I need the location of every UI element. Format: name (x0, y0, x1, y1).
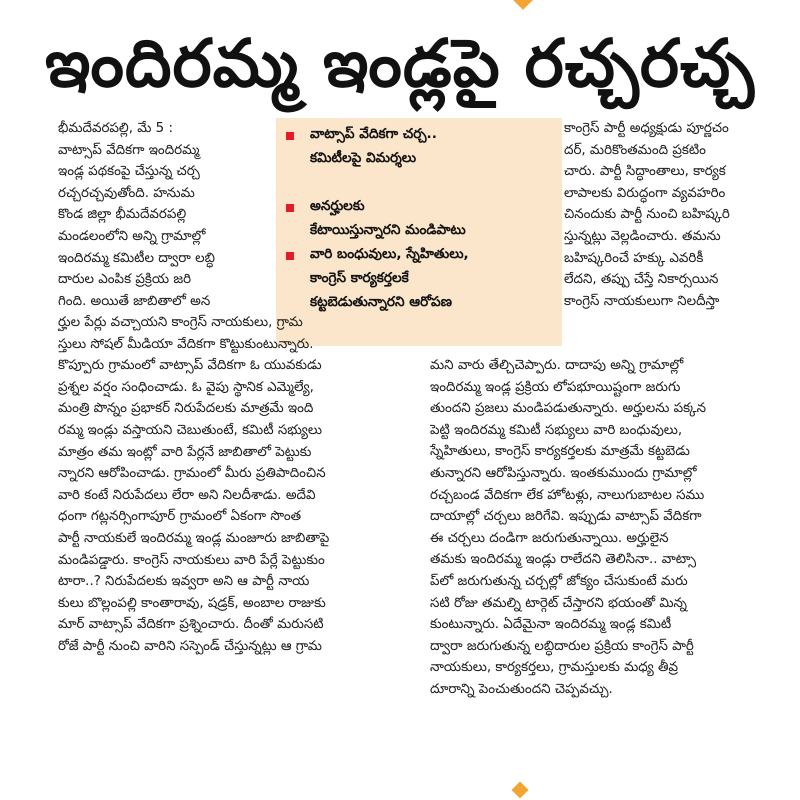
highlight-line: కేటాయిస్తున్నారని మండిపాటు (310, 222, 466, 238)
text-line: మండలంలోని అన్ని గ్రామాల్లో (58, 228, 206, 244)
text-line: స్తున్నట్లు వెల్లడించారు. తమను (564, 228, 721, 244)
highlight-line: కమిటీలపై విమర్శలు (310, 150, 417, 166)
text-line: తున్నారని ఆరోపిస్తున్నారు. ఇంతకుముందు గ్రామాల్లో (430, 465, 697, 481)
bullet-icon (286, 252, 294, 260)
text-line: దర్, మరికొంతమంది ప్రకటిం (564, 142, 706, 158)
text-line: వాట్సాప్ వేదికగా ఇందిరమ్మ (58, 142, 200, 158)
text-line: ర్హుల పేర్లు వచ్చాయని కాంగ్రెస్ నాయకులు, గ్రామ (58, 315, 303, 330)
text-line: వారి కంటే నిరుపేదలు లేరా అని నిలదీశాడు. అదేవి (58, 487, 316, 503)
text-line: న్నారని ఆరోపించాడు. గ్రామంలో మీరు ప్రతిపాదించిన (58, 466, 326, 482)
highlight-line: అనర్హులకు (310, 198, 365, 214)
text-line: చినందుకు పార్టీ నుంచి బహిష్కరి (564, 207, 730, 223)
highlight-line: వాట్సాప్ వేదికగా చర్చ.. (310, 126, 437, 142)
text-line: గింది. అయితే జాబితాలో అన (58, 293, 211, 309)
text-line: మని వారు తేల్చిచెప్పారు. దాదాపు అన్ని గ్రామాల్లో (430, 358, 684, 373)
text-line: టారా..? నిరుపేదలకు ఇవ్వరా అని ఆ పార్టీ నాయ (58, 574, 310, 590)
text-line: ఇందిరమ్మ ఇండ్ల ప్రక్రియ లోపభూయిష్టంగా జరుగు (430, 379, 681, 395)
text-line: లాపాలకు విరుద్ధంగా వ్యవహరిం (564, 185, 726, 201)
text-line: స్తులు సోషల్ మీడియా వేదికగా కొట్టుకుంటున్నారు. (58, 336, 314, 352)
text-line: లేదని, తప్పు చేస్తే నికార్సయిన (564, 272, 719, 288)
text-line: కులు బొల్లంపల్లి కాంతారావు, షడ్రక్, అంబాల రాజుకు (58, 595, 326, 611)
text-line: భీమదేవరపల్లి, మే 5 : (58, 121, 173, 136)
bottom-diamond-ornament (512, 782, 529, 799)
text-line: ఇండ్ల పథకంపై చేస్తున్న చర్చ (58, 164, 200, 180)
text-line: దాయాల్లో చర్చలు జరిగేవి. ఇప్పుడు వాట్సాప్ వేదికగా (430, 509, 702, 525)
text-line: పెట్టి ఇందిరమ్మ కమిటీ సభ్యులు వారి బంధువులు, (430, 422, 683, 438)
text-line: రమ్మ ఇండ్లు వస్తాయని చెబుతుంటే, కమిటీ సభ్యులు (58, 422, 323, 438)
text-line: దూరాన్ని పెంచుతుందని చెప్పవచ్చు. (430, 681, 613, 697)
text-line: కొండ జిల్లా భీమదేవరపల్లి (58, 207, 187, 223)
text-line: కొప్పూరు గ్రామంలో వాట్సాప్ వేదికగా ఓ యువకుడు (58, 358, 322, 374)
text-line: మాత్రం తమ ఇంట్లో వారి పేర్లనే జాబితాలో పెట్టుకు (58, 444, 312, 460)
text-line: మంత్రి పొన్నం ప్రభాకర్ నిరుపేదలకు మాత్రమే ఇంది (58, 401, 314, 417)
text-line: ధంగా గట్లనర్సింగాపూర్ గ్రామంలో ఏకంగా సొంత (58, 509, 302, 525)
text-line: ద్వారా జరుగుతున్న లబ్ధిదారుల ప్రక్రియ కాంగ్రెస్ పార్టీ (430, 638, 694, 654)
text-line: ఇందిరమ్మ కమిటీల ద్వారా లబ్ధి (58, 250, 215, 266)
text-line: పార్టీ నాయకులే ఇందిరమ్మ ఇండ్ల మంజూరు జాబితాపై (58, 530, 330, 546)
article-body (58, 118, 782, 783)
highlight-line: కట్టబెడుతున్నారని ఆరోపణ (310, 294, 452, 310)
highlight-line: కాంగ్రెస్ కార్యకర్తలకే (310, 270, 409, 286)
highlight-line: వారి బంధువులు, స్నేహితులు, (310, 246, 469, 262)
text-line: మార్ వాట్సాప్ వేదికగా ప్రశ్నించారు. దీంతో మరుసటి (58, 617, 324, 633)
text-line: కుంటున్నారు. ఏదేమైనా ఇందిరమ్మ ఇండ్ల కమిటీ (430, 617, 672, 633)
text-line: చారు. పార్టీ సిద్ధాంతాలు, కార్యక (564, 164, 726, 180)
text-line: రోజే పార్టీ నుంచి వారిని సస్పెండ్ చేస్తున్నట్లు ఆ గ్రామ (58, 638, 322, 654)
text-line: కాంగ్రెస్ నాయకులుగా నిలదీస్తా (564, 293, 720, 309)
text-line: స్నేహితులు, కాంగ్రెస్ కార్యకర్తలకు మాత్రమే కట్టబెడు (430, 444, 690, 460)
text-line: బహిష్కరించే హక్కు ఎవరికీ (564, 250, 704, 266)
text-line: ప్‌లో జరుగుతున్న చర్చల్లో జోక్యం చేసుకుంటే మరు (430, 573, 688, 589)
text-line: తమకు ఇందిరమ్మ ఇండ్లు రాలేదని తెలిసినా.. వాట్సా (430, 552, 697, 568)
column-left-top (58, 118, 288, 312)
column-left-full (58, 312, 430, 658)
text-line: సటి రోజు తమల్ని టార్గెట్ చేస్తారని భయంతో మిన్న (430, 595, 687, 611)
text-line: రచ్చబండ వేదికగా లేక హోటళ్లు, నాలుగుబాటల సము (430, 487, 705, 503)
bullet-icon (286, 132, 294, 140)
headline: ఇందిరమ్మ ఇండ్లపై రచ్చరచ్చ (44, 25, 756, 102)
text-line: మండిపడ్డారు. కాంగ్రెస్ నాయకులు వారి పేర్లే పెట్టుకుం (58, 552, 325, 568)
column-right-top (564, 118, 779, 312)
bullet-icon (286, 204, 294, 212)
text-line: దారుల ఎంపిక ప్రక్రియ జరి (58, 272, 192, 288)
top-diamond-ornament (513, 0, 533, 10)
text-line: నాయకులు, కార్యకర్తలు, గ్రామస్తులకు మధ్య తీవ్ర (430, 660, 679, 676)
column-right-full (430, 355, 780, 701)
text-line: ప్రశ్నల వర్షం సంధించాడు. ఓ వైపు స్థానిక ఎమ్మెల్యే, (58, 379, 314, 395)
text-line: తుందని ప్రజలు మండిపడుతున్నారు. అర్హులను పక్కన (430, 401, 706, 417)
text-line: ఈ చర్చలు దండిగా జరుగుతున్నాయి. అర్హులైన (430, 530, 669, 546)
text-line: రచ్చరచ్చవుతోంది. హనుమ (58, 185, 195, 201)
text-line: కాంగ్రెస్ పార్టీ అధ్యక్షుడు పూర్ణచం (564, 121, 729, 136)
